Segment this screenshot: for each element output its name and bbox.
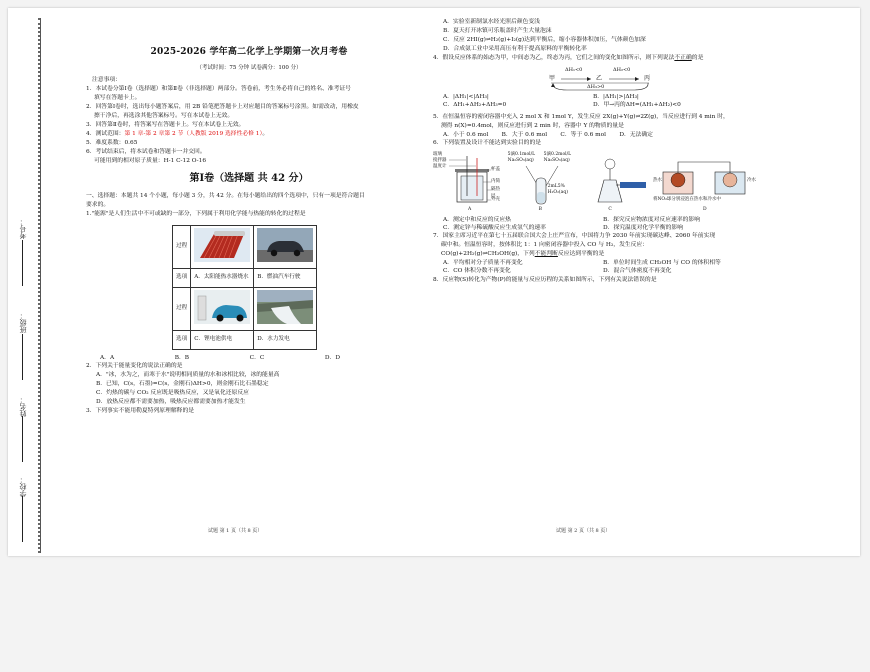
school-label: 学校： <box>19 476 27 497</box>
q1-option-d: D．水力发电 <box>254 330 317 349</box>
q4-option-c[interactable]: C．ΔH₁+ΔH₂+ΔH₃=0 <box>443 102 507 109</box>
q7-options-row <box>433 259 763 267</box>
state-jia: 甲 <box>549 74 556 82</box>
question-3: 3．下列事实不能用勒夏特列原理解释的是 <box>86 407 195 414</box>
question-5: 5．在恒温恒容的密闭容器中充入 2 mol X 和 1mol Y，发生反应 2X(g)+Y(g)⇌2Z(g)，当反应进行到 4 min 时， <box>433 114 729 121</box>
q7-emphasis: 不能判断 <box>534 251 558 258</box>
q4-options-row <box>433 101 763 109</box>
apparatus-c <box>580 152 648 214</box>
q6-option-b[interactable]: B．探究反应物浓度对反应速率的影响 <box>603 217 701 224</box>
note-test-scope: 4．测试范围：第 1 章-第 2 章第 2 节（人教版 2019 选择性必修 1）。 <box>86 131 269 138</box>
car-image <box>254 226 317 269</box>
label-no2-note: 将NO₂球分别浸泡在热水和冷水中 <box>652 197 721 203</box>
label-thermometer: 温度计 <box>433 164 447 170</box>
right-page <box>433 18 763 285</box>
choice[interactable]: A．A <box>100 354 115 361</box>
exam-no-label: 考号： <box>19 218 27 239</box>
school-line <box>22 496 23 542</box>
label-inner: 内筒 <box>491 179 500 185</box>
dh3-label: ΔH₃>0 <box>587 83 605 90</box>
label-h2o2-b: H₂O₂(aq) <box>547 190 568 196</box>
question-5-cont: 测得 n(X)=0.4mol，则反应进行到 2 min 时，容器中 Y 的物质的量是 <box>441 123 624 130</box>
label-lid: 杯盖 <box>491 167 500 173</box>
q1-option-b: B．燃油汽车行驶 <box>254 268 317 287</box>
q2-option-b[interactable]: B．已知，C(s，石墨)=C(s，金刚石)ΔH>0，则金刚石比石墨稳定 <box>96 380 269 387</box>
q1-option-a: A．太阳能热水器烧水 <box>191 268 254 287</box>
label-c: C <box>608 207 612 213</box>
choice[interactable]: C．C <box>249 354 265 361</box>
exam-no-line <box>22 240 23 286</box>
choice[interactable]: B．B <box>174 354 190 361</box>
q3-option-b[interactable]: B．夏天打开冰镇可乐瓶盖时产生大量泡沫 <box>443 27 552 34</box>
q6-option-c[interactable]: C．测定锌与稀硫酸反应生成氢气的速率 <box>443 225 546 232</box>
process-cell: 过程 <box>173 226 191 269</box>
binding-dashed-line <box>38 18 40 553</box>
left-page <box>86 18 412 416</box>
apparatus-a <box>433 152 503 214</box>
q5-choices <box>433 131 653 139</box>
q6-apparatus <box>433 152 763 214</box>
label-h2o2-a: 2mL5% <box>547 184 565 190</box>
label-stirrer: 搅拌器 <box>433 158 447 164</box>
question-1: 1."能源"是人们生活中不可或缺的一部分，下列属于利用化学能与热能的转化的过程是 <box>86 211 306 218</box>
q3-option-c[interactable]: C．反应 2HI(g)⇌H₂(g)+I₂(g)达到平衡后，缩小容器体积加压，气体颜色加深 <box>443 36 646 43</box>
note-line: 2．回答第Ⅰ卷时，选出每小题答案后，用 2B 铅笔把答题卡上对应题目的答案标号涂黑。如需改动，用橡皮 <box>86 104 359 111</box>
state-bing: 丙 <box>644 74 651 82</box>
q1-table <box>172 225 317 350</box>
note-line: 填写在答题卡上。 <box>94 95 141 102</box>
note-submit: 6．考试结束后，将本试卷和答题卡一并交回。 <box>86 149 206 156</box>
label-shell: 外壳 <box>491 197 500 203</box>
section-intro: 要求的。 <box>86 202 110 209</box>
q7-options-row <box>433 267 763 275</box>
option-cell: 选项 <box>173 330 191 349</box>
label-na2so3-2b: Na₂SO₃(aq) <box>543 158 570 164</box>
label-na2so3-1b: Na₂SO₃(aq) <box>507 158 534 164</box>
q4-options-row <box>433 93 763 101</box>
q7-option-a[interactable]: A．平均相对分子质量不再变化 <box>443 260 523 267</box>
note-line: 3．回答第Ⅱ卷时，将答案写在答题卡上。写在本试卷上无效。 <box>86 122 245 129</box>
label-d: D <box>702 207 707 213</box>
name-label: 姓名： <box>19 396 27 417</box>
q4-option-b[interactable]: B．|ΔH₁|>|ΔH₃| <box>593 93 639 100</box>
label-glass: 玻璃 <box>433 152 442 158</box>
label-insulation: 隔热层 <box>491 187 500 199</box>
process-cell: 过程 <box>173 287 191 330</box>
q2-option-c[interactable]: C．灼热的碳与 CO₂ 反应既是吸热反应，又是氧化还原反应 <box>96 389 249 396</box>
option-cell: 选项 <box>173 268 191 287</box>
q5-option-d[interactable]: D．无法确定 <box>619 132 653 139</box>
q7-option-c[interactable]: C．CO 体积分数不再变化 <box>443 268 511 275</box>
exam-title: 2025-2026 学年高二化学上学期第一次月考卷 <box>150 47 348 57</box>
question-7-eq: CO(g)+2H₂(g)⇌CH₃OH(g)，下列不能判断反应达到平衡的是 <box>441 251 605 258</box>
apparatus-b <box>508 152 576 214</box>
q4-diagram <box>433 63 763 93</box>
class-label: 班级： <box>19 312 27 333</box>
q3-option-a[interactable]: A．实验室新制氯水经光照后颜色变浅 <box>443 19 540 25</box>
label-a: A <box>468 207 472 213</box>
test-scope-red: 第 1 章-第 2 章第 2 节（人教版 2019 选择性必修 1） <box>124 131 263 138</box>
ev-charging-image <box>191 287 254 330</box>
label-cold-water: 冷水 <box>746 178 756 184</box>
state-yi: 乙 <box>596 74 603 82</box>
choice[interactable]: D．D <box>324 354 340 361</box>
exam-subtitle: （考试时间：75 分钟 试卷满分：100 分） <box>196 64 302 71</box>
exam-sheet <box>8 8 860 556</box>
q6-option-a[interactable]: A．测定中和反应的反应热 <box>443 217 511 224</box>
q6-options-row <box>433 224 763 232</box>
label-b: B <box>538 207 542 213</box>
q3-option-d[interactable]: D．合成氨工业中采用高压有利于提高原料的平衡转化率 <box>443 45 587 52</box>
binding-strip <box>16 18 41 553</box>
page-2-footer: 试题 第 2 页（共 8 页） <box>556 528 611 534</box>
class-line <box>22 334 23 380</box>
label-na2so3-1a: 5滴0.1mol/L <box>507 152 536 158</box>
q1-option-c: C．锂电池供电 <box>191 330 254 349</box>
question-7: 7．国家主席习近平在第七十五届联合国大会上庄严宣布，中国将力争 2030 年前实现碳达峰、2060 年前实现 <box>433 233 716 240</box>
q2-option-d[interactable]: D．放热反应都不需要加热，吸热反应都需要加热才能发生 <box>96 398 246 405</box>
apparatus-d <box>653 152 763 214</box>
question-6: 6．下列装置及设计不能达到实验目的的是 <box>433 140 542 147</box>
section-intro: 一、选择题：本题共 14 个小题，每小题 3 分，共 42 分。在每小题给出的四个选项中，只有一项是符合题目 <box>86 193 365 200</box>
page-1-footer: 试题 第 1 页（共 8 页） <box>208 528 263 534</box>
question-2: 2．下列关于能量变化的说法正确的是 <box>86 362 183 369</box>
question-7-cont: 碳中和。恒温恒容时，按体积比 1：1 向密闭容器中投入 CO 与 H₂，发生反应： <box>441 242 649 249</box>
label-hot-water: 热水 <box>652 178 662 184</box>
hydropower-image <box>254 287 317 330</box>
q4-option-d[interactable]: D．甲→丙的ΔH=(ΔH₁+ΔH₂)<0 <box>593 102 681 109</box>
q2-option-a[interactable]: A．"冰，水为之，而寒于水"说明相同质量的水和冰相比较，冰的能量高 <box>96 371 280 378</box>
q7-option-b[interactable]: B．单位时间生成 CH₃OH 与 CO 的体积相等 <box>603 260 721 267</box>
dh2-label: ΔH₂<0 <box>613 66 631 73</box>
solar-heater-image <box>191 226 254 269</box>
q5-option-c[interactable]: C．等于 0.6 mol <box>560 132 606 139</box>
q1-choices <box>100 354 340 362</box>
section-1-heading: 第Ⅰ卷（选择题 共 42 分） <box>189 173 309 185</box>
dh1-label: ΔH₁<0 <box>565 66 583 73</box>
q6-options-row <box>433 216 763 224</box>
name-line <box>22 416 23 462</box>
notes-heading: 注意事项： <box>92 77 121 84</box>
question-8: 8．反应物(S)转化为产物(P)的能量与反应历程的关系如图所示，下列有关说法错误的是 <box>433 276 657 283</box>
note-line: 1．本试卷分第Ⅰ卷（选择题）和第Ⅱ卷（非选择题）两部分。答卷前，考生务必将自己的姓名、准考证号 <box>86 86 351 93</box>
note-difficulty: 5．难度系数：0.65 <box>86 140 138 147</box>
q7-option-d[interactable]: D．混合气体密度不再变化 <box>603 268 672 275</box>
q5-option-b[interactable]: B．大于 0.6 mol <box>501 132 548 139</box>
label-na2so3-2a: 5滴0.2mol/L <box>543 152 572 158</box>
q4-option-a[interactable]: A．|ΔH₁|<|ΔH₃| <box>443 93 489 100</box>
question-4: 4．假设反应体系的始态为甲，中间态为乙，终态为丙，它们之间的变化如图所示，则下列说法不正确的是 <box>433 54 704 61</box>
q6-option-d[interactable]: D．探究温度对化学平衡的影响 <box>603 225 684 232</box>
note-line: 擦干净后，再选涂其他答案标号。写在本试卷上无效。 <box>94 113 234 120</box>
q4-emphasis: 不正确 <box>674 54 692 61</box>
atomic-mass: 可能用到的相对原子质量：H-1 C-12 O-16 <box>94 158 207 165</box>
q5-option-a[interactable]: A．小于 0.6 mol <box>443 132 489 139</box>
